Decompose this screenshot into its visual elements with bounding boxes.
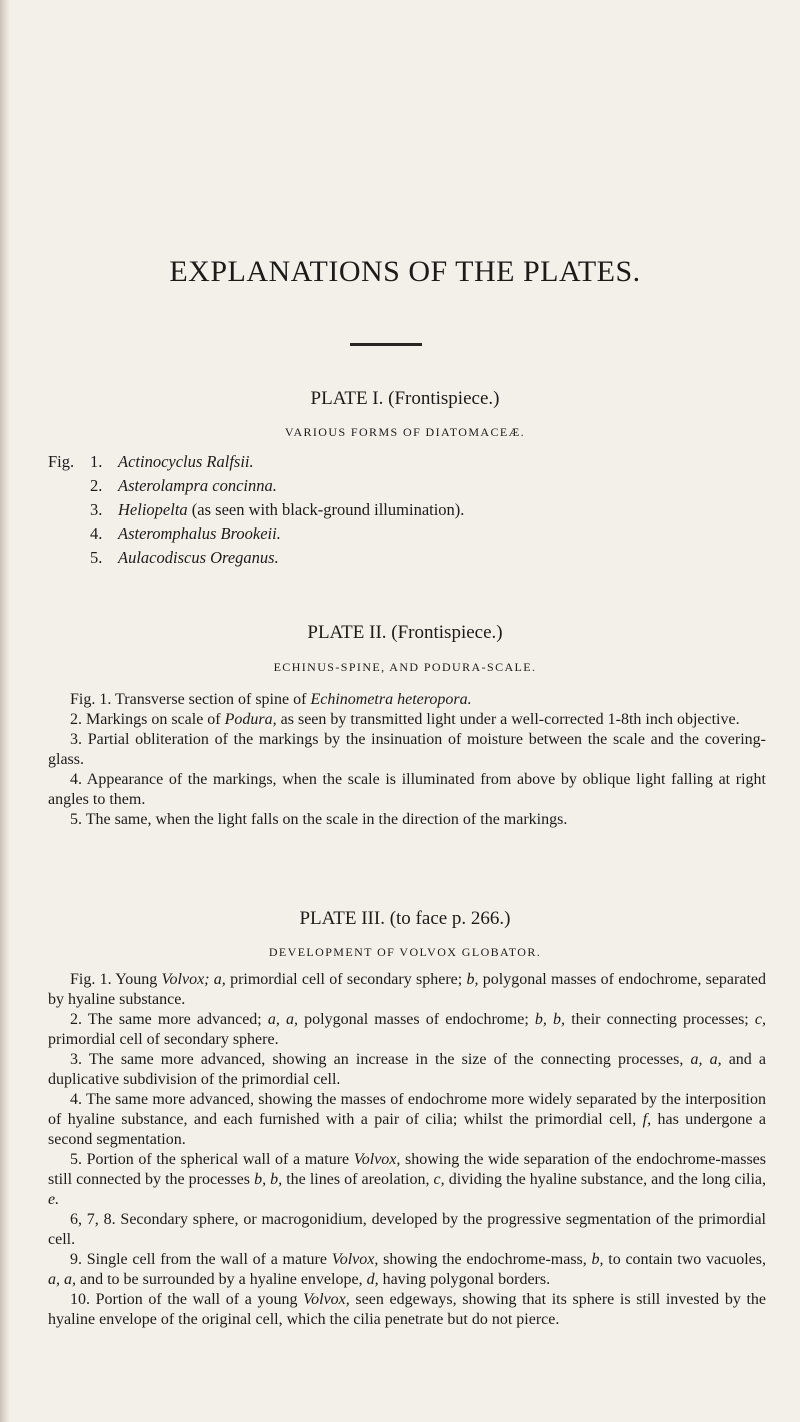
plate-1-figure: 3. Heliopelta (as seen with black-ground illumination).	[90, 500, 465, 519]
italic-run: Podura,	[224, 711, 277, 728]
plate-1-title: PLATE I. (Frontispiece.)	[310, 388, 500, 409]
text-run: primordial cell of secondary sphere;	[225, 971, 467, 988]
plate-1-figure: 4. Asteromphalus Brookeii.	[90, 524, 281, 543]
text-run: polygonal masses of endochrome, separated by hyaline substance.	[48, 971, 766, 1008]
text-run: 5. The same, when the light falls on the scale in the direction of the markings.	[70, 811, 568, 828]
italic-run: b,	[591, 1251, 604, 1268]
plate-2-explanations	[48, 690, 766, 830]
plate-2-subtitle: ECHINUS-SPINE, AND PODURA-SCALE.	[273, 660, 537, 674]
italic-run: a, a,	[267, 1011, 299, 1028]
text-run: 4. The same more advanced, showing the masses of endochrome more widely separated by the interposition of hyaline substance, and each furnished with a pair of cilia; whilst the primordial cell,	[48, 1091, 766, 1128]
plate-1-figure: 2. Asterolampra concinna.	[90, 476, 277, 495]
page-title: EXPLANATIONS OF THE PLATES.	[169, 255, 641, 288]
text-run: has undergone a second segmentation.	[48, 1111, 766, 1148]
explanation-item	[48, 730, 766, 770]
text-run: 3. Partial obliteration of the markings by the insinuation of moisture between the scale and the covering-glass.	[48, 731, 766, 768]
explanation-item	[48, 690, 766, 710]
italic-run: b,	[466, 971, 479, 988]
text-run: 10. Portion of the wall of a young	[70, 1291, 304, 1308]
explanation-item	[48, 1090, 766, 1150]
text-run: and a duplicative subdivision of the primordial cell.	[48, 1051, 767, 1088]
text-run: as seen by transmitted light under a well-corrected 1-8th inch objective.	[276, 711, 740, 728]
italic-run: Volvox,	[303, 1291, 350, 1308]
text-run: showing the endochrome-mass,	[378, 1251, 592, 1268]
italic-run: a, a,	[48, 1271, 76, 1288]
explanation-item	[48, 810, 766, 830]
text-run: their connecting processes;	[565, 1011, 755, 1028]
text-run: 2. The same more advanced;	[70, 1011, 268, 1028]
explanation-item	[48, 770, 766, 810]
text-run: Fig. 1. Young	[70, 971, 162, 988]
text-run: 9. Single cell from the wall of a mature	[70, 1251, 332, 1268]
plate-1-figure-list	[48, 450, 768, 570]
italic-run: Volvox,	[331, 1251, 379, 1268]
text-run: Fig. 1. Transverse section of spine of	[70, 691, 311, 708]
text-run: primordial cell of secondary sphere.	[48, 1031, 279, 1048]
title-divider	[350, 343, 422, 346]
italic-run: a, a,	[690, 1051, 722, 1068]
italic-run: b, b,	[254, 1171, 283, 1188]
plate-2-title: PLATE II. (Frontispiece.)	[307, 622, 503, 643]
text-run: showing the wide separation of the endochrome-masses still connected by the processes	[48, 1151, 767, 1188]
text-run: 4. Appearance of the markings, when the scale is illuminated from above by oblique light falling at right angles to them.	[48, 771, 766, 808]
italic-run: b, b,	[534, 1011, 566, 1028]
plate-1-figure: Fig. 1. Actinocyclus Ralfsii.	[48, 452, 254, 471]
explanation-item	[48, 1210, 766, 1250]
italic-run: Volvox; a,	[161, 971, 226, 988]
italic-run: c,	[433, 1171, 445, 1188]
italic-run: Echinometra heteropora.	[310, 691, 472, 708]
text-run: having polygonal borders.	[378, 1271, 551, 1288]
italic-run: d,	[366, 1271, 379, 1288]
italic-run: Volvox,	[353, 1151, 401, 1168]
text-run: seen edgeways, showing that its sphere is still invested by the hyaline envelope of the original cell, which the cilia penetrate but do not pierce.	[48, 1291, 767, 1328]
plate-3-explanations	[48, 970, 766, 1330]
plate-1-figure: 5. Aulacodiscus Oreganus.	[90, 548, 279, 567]
text-run: dividing the hyaline substance, and the long cilia,	[444, 1171, 767, 1188]
explanation-item	[48, 1250, 766, 1290]
text-run: 5. Portion of the spherical wall of a mature	[70, 1151, 354, 1168]
italic-run: c,	[754, 1011, 766, 1028]
plate-3-subtitle: DEVELOPMENT OF VOLVOX GLOBATOR.	[268, 945, 542, 959]
book-binding-edge	[0, 0, 10, 1422]
plate-1-subtitle: VARIOUS FORMS OF DIATOMACEÆ.	[284, 425, 526, 439]
explanation-item	[48, 1010, 766, 1050]
text-run: and to be surrounded by a hyaline envelope,	[76, 1271, 367, 1288]
text-run: 3. The same more advanced, showing an increase in the size of the connecting processes,	[70, 1051, 691, 1068]
text-run: 6, 7, 8. Secondary sphere, or macrogonidium, developed by the progressive segmentation of the primordial cell.	[48, 1211, 766, 1248]
explanation-item	[48, 970, 766, 1010]
explanation-item	[48, 710, 766, 730]
text-run: to contain two vacuoles,	[603, 1251, 767, 1268]
italic-run: f,	[642, 1111, 652, 1128]
text-run: polygonal masses of endochrome;	[298, 1011, 535, 1028]
explanation-item	[48, 1290, 766, 1330]
explanation-item	[48, 1150, 766, 1210]
plate-3-title: PLATE III. (to face p. 266.)	[299, 908, 511, 929]
text-run: the lines of areolation,	[282, 1171, 434, 1188]
text-run: 2. Markings on scale of	[70, 711, 225, 728]
explanation-item	[48, 1050, 766, 1090]
italic-run: e.	[48, 1191, 60, 1208]
